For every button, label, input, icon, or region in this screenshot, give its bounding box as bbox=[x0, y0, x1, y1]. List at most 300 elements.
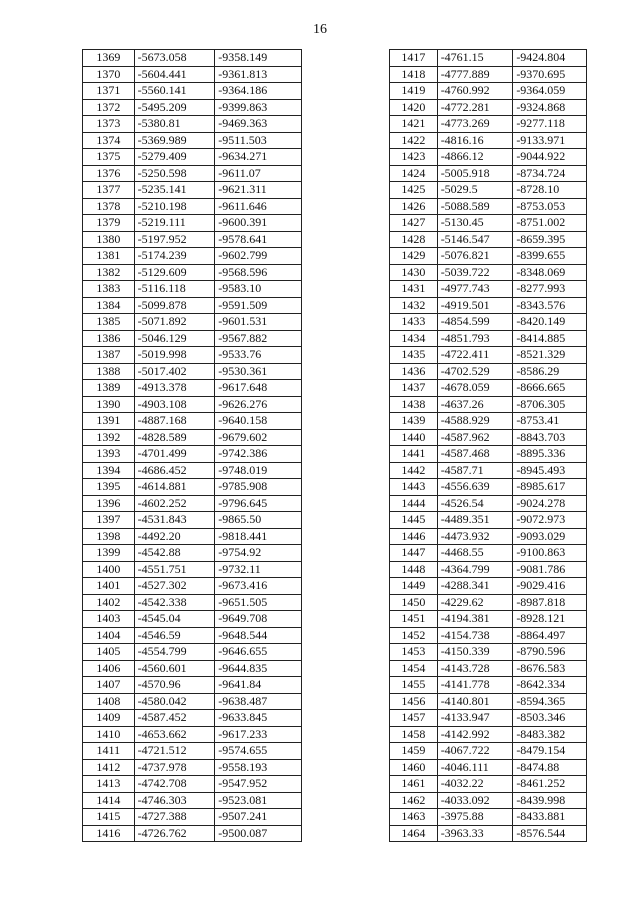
point-number-cell: 1403 bbox=[83, 611, 135, 628]
table-row bbox=[390, 132, 587, 149]
point-number-cell: 1415 bbox=[83, 809, 135, 826]
point-number-cell: 1379 bbox=[83, 215, 135, 232]
y-coordinate-cell: -8576.544 bbox=[513, 825, 587, 842]
table-row bbox=[390, 314, 587, 331]
point-number-cell: 1392 bbox=[83, 429, 135, 446]
table-row bbox=[83, 347, 302, 364]
y-coordinate-cell: -9024.278 bbox=[513, 495, 587, 512]
x-coordinate-cell: -4032.22 bbox=[437, 776, 513, 793]
y-coordinate-cell: -9641.84 bbox=[215, 677, 302, 694]
table-row bbox=[390, 644, 587, 661]
table-row bbox=[83, 363, 302, 380]
point-number-cell: 1399 bbox=[83, 545, 135, 562]
table-row bbox=[83, 83, 302, 100]
point-number-cell: 1409 bbox=[83, 710, 135, 727]
point-number-cell: 1429 bbox=[390, 248, 438, 265]
x-coordinate-cell: -4542.88 bbox=[134, 545, 215, 562]
table-row bbox=[390, 429, 587, 446]
x-coordinate-cell: -5235.141 bbox=[134, 182, 215, 199]
point-number-cell: 1373 bbox=[83, 116, 135, 133]
table-row bbox=[83, 314, 302, 331]
point-number-cell: 1385 bbox=[83, 314, 135, 331]
table-row bbox=[83, 545, 302, 562]
y-coordinate-cell: -9602.799 bbox=[215, 248, 302, 265]
x-coordinate-cell: -4570.96 bbox=[134, 677, 215, 694]
table-row bbox=[390, 743, 587, 760]
point-number-cell: 1413 bbox=[83, 776, 135, 793]
point-number-cell: 1446 bbox=[390, 528, 438, 545]
y-coordinate-cell: -8659.395 bbox=[513, 231, 587, 248]
y-coordinate-cell: -8594.365 bbox=[513, 693, 587, 710]
table-row bbox=[390, 198, 587, 215]
y-coordinate-cell: -9626.276 bbox=[215, 396, 302, 413]
x-coordinate-cell: -4489.351 bbox=[437, 512, 513, 529]
x-coordinate-cell: -5076.821 bbox=[437, 248, 513, 265]
table-row bbox=[390, 182, 587, 199]
point-number-cell: 1433 bbox=[390, 314, 438, 331]
x-coordinate-cell: -4903.108 bbox=[134, 396, 215, 413]
x-coordinate-cell: -4154.738 bbox=[437, 627, 513, 644]
y-coordinate-cell: -9093.029 bbox=[513, 528, 587, 545]
table-row bbox=[390, 677, 587, 694]
point-number-cell: 1397 bbox=[83, 512, 135, 529]
x-coordinate-cell: -4686.452 bbox=[134, 462, 215, 479]
y-coordinate-cell: -9644.835 bbox=[215, 660, 302, 677]
point-number-cell: 1438 bbox=[390, 396, 438, 413]
table-row bbox=[83, 809, 302, 826]
table-row bbox=[390, 281, 587, 298]
y-coordinate-cell: -9617.648 bbox=[215, 380, 302, 397]
table-row bbox=[83, 594, 302, 611]
point-number-cell: 1419 bbox=[390, 83, 438, 100]
x-coordinate-cell: -4150.339 bbox=[437, 644, 513, 661]
y-coordinate-cell: -8895.336 bbox=[513, 446, 587, 463]
x-coordinate-cell: -4614.881 bbox=[134, 479, 215, 496]
table-row bbox=[83, 611, 302, 628]
table-row bbox=[390, 759, 587, 776]
point-number-cell: 1369 bbox=[83, 50, 135, 67]
point-number-cell: 1430 bbox=[390, 264, 438, 281]
x-coordinate-cell: -4726.762 bbox=[134, 825, 215, 842]
y-coordinate-cell: -9100.863 bbox=[513, 545, 587, 562]
point-number-cell: 1451 bbox=[390, 611, 438, 628]
point-number-cell: 1384 bbox=[83, 297, 135, 314]
table-row bbox=[83, 578, 302, 595]
y-coordinate-cell: -8399.655 bbox=[513, 248, 587, 265]
x-coordinate-cell: -4229.62 bbox=[437, 594, 513, 611]
x-coordinate-cell: -4545.04 bbox=[134, 611, 215, 628]
table-row bbox=[390, 512, 587, 529]
point-number-cell: 1380 bbox=[83, 231, 135, 248]
x-coordinate-cell: -4701.499 bbox=[134, 446, 215, 463]
y-coordinate-cell: -9072.973 bbox=[513, 512, 587, 529]
point-number-cell: 1406 bbox=[83, 660, 135, 677]
point-number-cell: 1454 bbox=[390, 660, 438, 677]
table-row bbox=[83, 792, 302, 809]
x-coordinate-cell: -4554.799 bbox=[134, 644, 215, 661]
y-coordinate-cell: -8348.069 bbox=[513, 264, 587, 281]
table-row bbox=[83, 627, 302, 644]
table-row bbox=[390, 776, 587, 793]
x-coordinate-cell: -4587.71 bbox=[437, 462, 513, 479]
table-row bbox=[390, 479, 587, 496]
x-coordinate-cell: -5560.141 bbox=[134, 83, 215, 100]
y-coordinate-cell: -9634.271 bbox=[215, 149, 302, 166]
point-number-cell: 1423 bbox=[390, 149, 438, 166]
x-coordinate-cell: -4816.16 bbox=[437, 132, 513, 149]
table-row bbox=[390, 627, 587, 644]
point-number-cell: 1427 bbox=[390, 215, 438, 232]
table-row bbox=[390, 528, 587, 545]
coordinates-table-left-body bbox=[83, 50, 302, 842]
y-coordinate-cell: -8521.329 bbox=[513, 347, 587, 364]
table-row bbox=[390, 495, 587, 512]
y-coordinate-cell: -8642.334 bbox=[513, 677, 587, 694]
table-row bbox=[390, 330, 587, 347]
y-coordinate-cell: -9029.416 bbox=[513, 578, 587, 595]
point-number-cell: 1426 bbox=[390, 198, 438, 215]
table-row bbox=[390, 380, 587, 397]
y-coordinate-cell: -9591.509 bbox=[215, 297, 302, 314]
x-coordinate-cell: -5130.45 bbox=[437, 215, 513, 232]
x-coordinate-cell: -5219.111 bbox=[134, 215, 215, 232]
x-coordinate-cell: -5197.952 bbox=[134, 231, 215, 248]
x-coordinate-cell: -4531.843 bbox=[134, 512, 215, 529]
table-row bbox=[390, 396, 587, 413]
y-coordinate-cell: -9044.922 bbox=[513, 149, 587, 166]
y-coordinate-cell: -9574.655 bbox=[215, 743, 302, 760]
x-coordinate-cell: -5174.239 bbox=[134, 248, 215, 265]
y-coordinate-cell: -8843.703 bbox=[513, 429, 587, 446]
y-coordinate-cell: -9638.487 bbox=[215, 693, 302, 710]
x-coordinate-cell: -4588.929 bbox=[437, 413, 513, 430]
y-coordinate-cell: -8945.493 bbox=[513, 462, 587, 479]
y-coordinate-cell: -9600.391 bbox=[215, 215, 302, 232]
x-coordinate-cell: -4678.059 bbox=[437, 380, 513, 397]
x-coordinate-cell: -4742.708 bbox=[134, 776, 215, 793]
y-coordinate-cell: -9640.158 bbox=[215, 413, 302, 430]
point-number-cell: 1425 bbox=[390, 182, 438, 199]
x-coordinate-cell: -4977.743 bbox=[437, 281, 513, 298]
point-number-cell: 1460 bbox=[390, 759, 438, 776]
table-row bbox=[83, 693, 302, 710]
y-coordinate-cell: -9796.645 bbox=[215, 495, 302, 512]
x-coordinate-cell: -4854.599 bbox=[437, 314, 513, 331]
y-coordinate-cell: -8728.10 bbox=[513, 182, 587, 199]
table-row bbox=[83, 50, 302, 67]
y-coordinate-cell: -8483.382 bbox=[513, 726, 587, 743]
table-row bbox=[83, 182, 302, 199]
y-coordinate-cell: -8864.497 bbox=[513, 627, 587, 644]
table-row bbox=[390, 231, 587, 248]
y-coordinate-cell: -9785.908 bbox=[215, 479, 302, 496]
point-number-cell: 1437 bbox=[390, 380, 438, 397]
table-row bbox=[83, 825, 302, 842]
table-row bbox=[390, 83, 587, 100]
y-coordinate-cell: -8420.149 bbox=[513, 314, 587, 331]
y-coordinate-cell: -9673.416 bbox=[215, 578, 302, 595]
table-row bbox=[390, 413, 587, 430]
y-coordinate-cell: -8753.053 bbox=[513, 198, 587, 215]
y-coordinate-cell: -8503.346 bbox=[513, 710, 587, 727]
y-coordinate-cell: -9364.186 bbox=[215, 83, 302, 100]
table-row bbox=[83, 116, 302, 133]
point-number-cell: 1372 bbox=[83, 99, 135, 116]
y-coordinate-cell: -8753.41 bbox=[513, 413, 587, 430]
point-number-cell: 1422 bbox=[390, 132, 438, 149]
x-coordinate-cell: -5129.609 bbox=[134, 264, 215, 281]
table-row bbox=[390, 297, 587, 314]
table-row bbox=[83, 759, 302, 776]
point-number-cell: 1416 bbox=[83, 825, 135, 842]
y-coordinate-cell: -8928.121 bbox=[513, 611, 587, 628]
point-number-cell: 1401 bbox=[83, 578, 135, 595]
table-row bbox=[83, 561, 302, 578]
y-coordinate-cell: -9277.118 bbox=[513, 116, 587, 133]
x-coordinate-cell: -4913.378 bbox=[134, 380, 215, 397]
y-coordinate-cell: -9558.193 bbox=[215, 759, 302, 776]
point-number-cell: 1388 bbox=[83, 363, 135, 380]
table-row bbox=[83, 248, 302, 265]
table-row bbox=[83, 512, 302, 529]
y-coordinate-cell: -9818.441 bbox=[215, 528, 302, 545]
table-row bbox=[83, 198, 302, 215]
table-row bbox=[390, 660, 587, 677]
table-row bbox=[390, 792, 587, 809]
x-coordinate-cell: -4364.799 bbox=[437, 561, 513, 578]
point-number-cell: 1418 bbox=[390, 66, 438, 83]
table-row bbox=[390, 149, 587, 166]
y-coordinate-cell: -9601.531 bbox=[215, 314, 302, 331]
x-coordinate-cell: -5604.441 bbox=[134, 66, 215, 83]
y-coordinate-cell: -9133.971 bbox=[513, 132, 587, 149]
table-row bbox=[83, 99, 302, 116]
y-coordinate-cell: -9679.602 bbox=[215, 429, 302, 446]
y-coordinate-cell: -9865.50 bbox=[215, 512, 302, 529]
y-coordinate-cell: -9358.149 bbox=[215, 50, 302, 67]
x-coordinate-cell: -4587.962 bbox=[437, 429, 513, 446]
x-coordinate-cell: -4653.662 bbox=[134, 726, 215, 743]
x-coordinate-cell: -4587.452 bbox=[134, 710, 215, 727]
x-coordinate-cell: -4143.728 bbox=[437, 660, 513, 677]
x-coordinate-cell: -5673.058 bbox=[134, 50, 215, 67]
y-coordinate-cell: -9370.695 bbox=[513, 66, 587, 83]
point-number-cell: 1432 bbox=[390, 297, 438, 314]
point-number-cell: 1375 bbox=[83, 149, 135, 166]
point-number-cell: 1378 bbox=[83, 198, 135, 215]
point-number-cell: 1407 bbox=[83, 677, 135, 694]
coordinates-table-right-body bbox=[390, 50, 587, 842]
point-number-cell: 1387 bbox=[83, 347, 135, 364]
table-row bbox=[83, 743, 302, 760]
point-number-cell: 1447 bbox=[390, 545, 438, 562]
point-number-cell: 1382 bbox=[83, 264, 135, 281]
table-row bbox=[83, 281, 302, 298]
table-row bbox=[390, 264, 587, 281]
point-number-cell: 1440 bbox=[390, 429, 438, 446]
table-row bbox=[390, 594, 587, 611]
table-row bbox=[390, 462, 587, 479]
table-row bbox=[83, 413, 302, 430]
x-coordinate-cell: -4887.168 bbox=[134, 413, 215, 430]
point-number-cell: 1441 bbox=[390, 446, 438, 463]
point-number-cell: 1434 bbox=[390, 330, 438, 347]
point-number-cell: 1417 bbox=[390, 50, 438, 67]
x-coordinate-cell: -4527.302 bbox=[134, 578, 215, 595]
x-coordinate-cell: -4551.751 bbox=[134, 561, 215, 578]
x-coordinate-cell: -4772.281 bbox=[437, 99, 513, 116]
x-coordinate-cell: -5099.878 bbox=[134, 297, 215, 314]
table-row bbox=[390, 116, 587, 133]
y-coordinate-cell: -8414.885 bbox=[513, 330, 587, 347]
y-coordinate-cell: -9530.361 bbox=[215, 363, 302, 380]
point-number-cell: 1453 bbox=[390, 644, 438, 661]
point-number-cell: 1456 bbox=[390, 693, 438, 710]
table-row bbox=[83, 215, 302, 232]
x-coordinate-cell: -5116.118 bbox=[134, 281, 215, 298]
x-coordinate-cell: -4746.303 bbox=[134, 792, 215, 809]
y-coordinate-cell: -9611.646 bbox=[215, 198, 302, 215]
point-number-cell: 1455 bbox=[390, 677, 438, 694]
x-coordinate-cell: -4828.589 bbox=[134, 429, 215, 446]
point-number-cell: 1464 bbox=[390, 825, 438, 842]
x-coordinate-cell: -5046.129 bbox=[134, 330, 215, 347]
y-coordinate-cell: -8790.596 bbox=[513, 644, 587, 661]
table-row bbox=[390, 99, 587, 116]
y-coordinate-cell: -8987.818 bbox=[513, 594, 587, 611]
y-coordinate-cell: -8706.305 bbox=[513, 396, 587, 413]
point-number-cell: 1421 bbox=[390, 116, 438, 133]
y-coordinate-cell: -9469.363 bbox=[215, 116, 302, 133]
y-coordinate-cell: -8751.002 bbox=[513, 215, 587, 232]
x-coordinate-cell: -4473.932 bbox=[437, 528, 513, 545]
point-number-cell: 1391 bbox=[83, 413, 135, 430]
table-row bbox=[83, 429, 302, 446]
x-coordinate-cell: -4542.338 bbox=[134, 594, 215, 611]
y-coordinate-cell: -8985.617 bbox=[513, 479, 587, 496]
point-number-cell: 1395 bbox=[83, 479, 135, 496]
table-row bbox=[83, 644, 302, 661]
table-row bbox=[83, 446, 302, 463]
x-coordinate-cell: -5039.722 bbox=[437, 264, 513, 281]
y-coordinate-cell: -9646.655 bbox=[215, 644, 302, 661]
x-coordinate-cell: -4492.20 bbox=[134, 528, 215, 545]
y-coordinate-cell: -8734.724 bbox=[513, 165, 587, 182]
y-coordinate-cell: -9399.863 bbox=[215, 99, 302, 116]
table-row bbox=[83, 462, 302, 479]
x-coordinate-cell: -4067.722 bbox=[437, 743, 513, 760]
x-coordinate-cell: -5088.589 bbox=[437, 198, 513, 215]
x-coordinate-cell: -5017.402 bbox=[134, 363, 215, 380]
table-row bbox=[83, 396, 302, 413]
table-row bbox=[83, 528, 302, 545]
x-coordinate-cell: -4722.411 bbox=[437, 347, 513, 364]
y-coordinate-cell: -8676.583 bbox=[513, 660, 587, 677]
point-number-cell: 1420 bbox=[390, 99, 438, 116]
x-coordinate-cell: -4773.269 bbox=[437, 116, 513, 133]
point-number-cell: 1390 bbox=[83, 396, 135, 413]
point-number-cell: 1377 bbox=[83, 182, 135, 199]
x-coordinate-cell: -4141.778 bbox=[437, 677, 513, 694]
x-coordinate-cell: -4140.801 bbox=[437, 693, 513, 710]
x-coordinate-cell: -4142.992 bbox=[437, 726, 513, 743]
table-row bbox=[83, 149, 302, 166]
y-coordinate-cell: -9424.804 bbox=[513, 50, 587, 67]
x-coordinate-cell: -4468.55 bbox=[437, 545, 513, 562]
x-coordinate-cell: -5250.598 bbox=[134, 165, 215, 182]
x-coordinate-cell: -4702.529 bbox=[437, 363, 513, 380]
table-row bbox=[83, 660, 302, 677]
x-coordinate-cell: -4546.59 bbox=[134, 627, 215, 644]
x-coordinate-cell: -4637.26 bbox=[437, 396, 513, 413]
point-number-cell: 1435 bbox=[390, 347, 438, 364]
point-number-cell: 1400 bbox=[83, 561, 135, 578]
point-number-cell: 1462 bbox=[390, 792, 438, 809]
x-coordinate-cell: -4556.639 bbox=[437, 479, 513, 496]
point-number-cell: 1398 bbox=[83, 528, 135, 545]
y-coordinate-cell: -9533.76 bbox=[215, 347, 302, 364]
table-row bbox=[390, 446, 587, 463]
point-number-cell: 1436 bbox=[390, 363, 438, 380]
point-number-cell: 1389 bbox=[83, 380, 135, 397]
x-coordinate-cell: -5279.409 bbox=[134, 149, 215, 166]
table-row bbox=[390, 611, 587, 628]
point-number-cell: 1411 bbox=[83, 743, 135, 760]
x-coordinate-cell: -4866.12 bbox=[437, 149, 513, 166]
y-coordinate-cell: -9583.10 bbox=[215, 281, 302, 298]
x-coordinate-cell: -4194.381 bbox=[437, 611, 513, 628]
x-coordinate-cell: -4587.468 bbox=[437, 446, 513, 463]
table-row bbox=[390, 363, 587, 380]
point-number-cell: 1393 bbox=[83, 446, 135, 463]
point-number-cell: 1442 bbox=[390, 462, 438, 479]
point-number-cell: 1408 bbox=[83, 693, 135, 710]
point-number-cell: 1370 bbox=[83, 66, 135, 83]
x-coordinate-cell: -4761.15 bbox=[437, 50, 513, 67]
point-number-cell: 1396 bbox=[83, 495, 135, 512]
point-number-cell: 1383 bbox=[83, 281, 135, 298]
y-coordinate-cell: -8343.576 bbox=[513, 297, 587, 314]
point-number-cell: 1457 bbox=[390, 710, 438, 727]
x-coordinate-cell: -5369.989 bbox=[134, 132, 215, 149]
y-coordinate-cell: -9754.92 bbox=[215, 545, 302, 562]
coordinates-table-left bbox=[82, 49, 302, 842]
y-coordinate-cell: -8439.998 bbox=[513, 792, 587, 809]
point-number-cell: 1461 bbox=[390, 776, 438, 793]
y-coordinate-cell: -9507.241 bbox=[215, 809, 302, 826]
x-coordinate-cell: -5146.547 bbox=[437, 231, 513, 248]
point-number-cell: 1443 bbox=[390, 479, 438, 496]
point-number-cell: 1412 bbox=[83, 759, 135, 776]
y-coordinate-cell: -9742.386 bbox=[215, 446, 302, 463]
table-row bbox=[390, 578, 587, 595]
point-number-cell: 1458 bbox=[390, 726, 438, 743]
table-row bbox=[390, 561, 587, 578]
table-row bbox=[83, 479, 302, 496]
point-number-cell: 1381 bbox=[83, 248, 135, 265]
y-coordinate-cell: -8277.993 bbox=[513, 281, 587, 298]
y-coordinate-cell: -9361.813 bbox=[215, 66, 302, 83]
x-coordinate-cell: -5495.209 bbox=[134, 99, 215, 116]
table-row bbox=[83, 264, 302, 281]
table-row bbox=[390, 710, 587, 727]
point-number-cell: 1374 bbox=[83, 132, 135, 149]
y-coordinate-cell: -8586.29 bbox=[513, 363, 587, 380]
point-number-cell: 1394 bbox=[83, 462, 135, 479]
y-coordinate-cell: -9578.641 bbox=[215, 231, 302, 248]
point-number-cell: 1431 bbox=[390, 281, 438, 298]
point-number-cell: 1452 bbox=[390, 627, 438, 644]
